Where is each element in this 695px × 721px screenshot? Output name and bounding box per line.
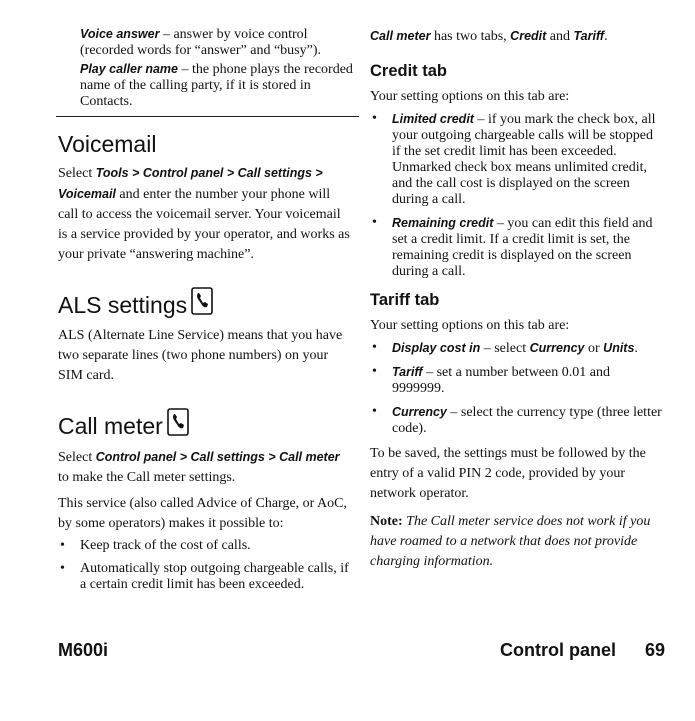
call-meter-list: [58, 538, 353, 593]
credit-tab-options: [370, 111, 665, 280]
aoc-paragraph: This service (also called Advice of Charge, or AoC, by some operators) makes it possible to:: [58, 496, 347, 531]
list-item: • Currency – select the currency type (three letter code).: [372, 404, 662, 436]
page-number: 69: [645, 640, 666, 660]
phone-mode-icon: [167, 408, 189, 441]
list-item: • Limited credit – if you mark the check box, all your outgoing chargeable calls will be stopped if the set credit limit has been exceeded. Unmarked check box means unlimited credit, and the call cost is displayed on the screen during a call.: [372, 111, 656, 207]
list-item: • Tariff – set a number between 0.01 and 9999999.: [372, 364, 610, 396]
voicemail-heading: Voicemail: [58, 131, 157, 157]
als-paragraph: ALS (Alternate Line Service) means that you have two separate lines (two phone numbers) on your SIM card.: [58, 328, 343, 383]
right-column: [370, 26, 665, 572]
list-item: • Remaining credit – you can edit this field and set a credit limit. If a credit limit is set, the remaining credit is displayed on the screen during a call.: [372, 215, 653, 279]
tariff-tab-intro: Your setting options on this tab are:: [370, 318, 570, 333]
tariff-tab-heading: Tariff tab: [370, 291, 440, 309]
section-divider: [56, 116, 359, 117]
als-settings-heading: ALS settings: [58, 287, 353, 320]
play-caller-name-definition: Play caller name – the phone plays the recorded name of the calling party, if it is stored in Contacts.: [80, 62, 353, 109]
save-instructions: To be saved, the settings must be followed by the entry of a valid PIN 2 code, provided by your network operator.: [370, 446, 646, 501]
credit-tab-heading: Credit tab: [370, 62, 448, 80]
voice-answer-definition: Voice answer – answer by voice control (recorded words for “answer” and “busy”).: [80, 27, 322, 58]
tariff-tab-options: [370, 340, 665, 437]
call-meter-tabs-intro: Call meter has two tabs, Credit and Tariff.: [370, 29, 608, 44]
credit-tab-intro: Your setting options on this tab are:: [370, 89, 570, 104]
left-column: [58, 26, 353, 600]
note-label: Note:: [370, 514, 403, 529]
call-meter-menu-path: Control panel > Call settings > Call meter: [95, 450, 340, 464]
voicemail-menu-path: Tools > Control panel > Call settings > Voicemail: [58, 166, 323, 201]
phone-mode-icon: [191, 287, 213, 320]
call-meter-heading: Call meter: [58, 408, 353, 441]
list-item: • Display cost in – select Currency or Units.: [372, 340, 638, 356]
footer-model: M600i: [58, 640, 109, 660]
note: Note: The Call meter service does not work if you have roamed to a network that does not provide charging information.: [370, 514, 651, 569]
list-item: • Automatically stop outgoing chargeable calls, if a certain credit limit has been exceeded.: [60, 561, 349, 592]
list-item: • Keep track of the cost of calls.: [60, 538, 251, 553]
footer-section-title: Control panel: [500, 640, 616, 660]
voicemail-paragraph: Select Tools > Control panel > Call settings > Voicemail and enter the number your phone will call to access the voicemail server. Your voicemail is a service provided by your operator, and works as your private “answering machine”.: [58, 166, 350, 262]
call-meter-paragraph: Select Control panel > Call settings > Call meter to make the Call meter settings.: [58, 450, 340, 485]
